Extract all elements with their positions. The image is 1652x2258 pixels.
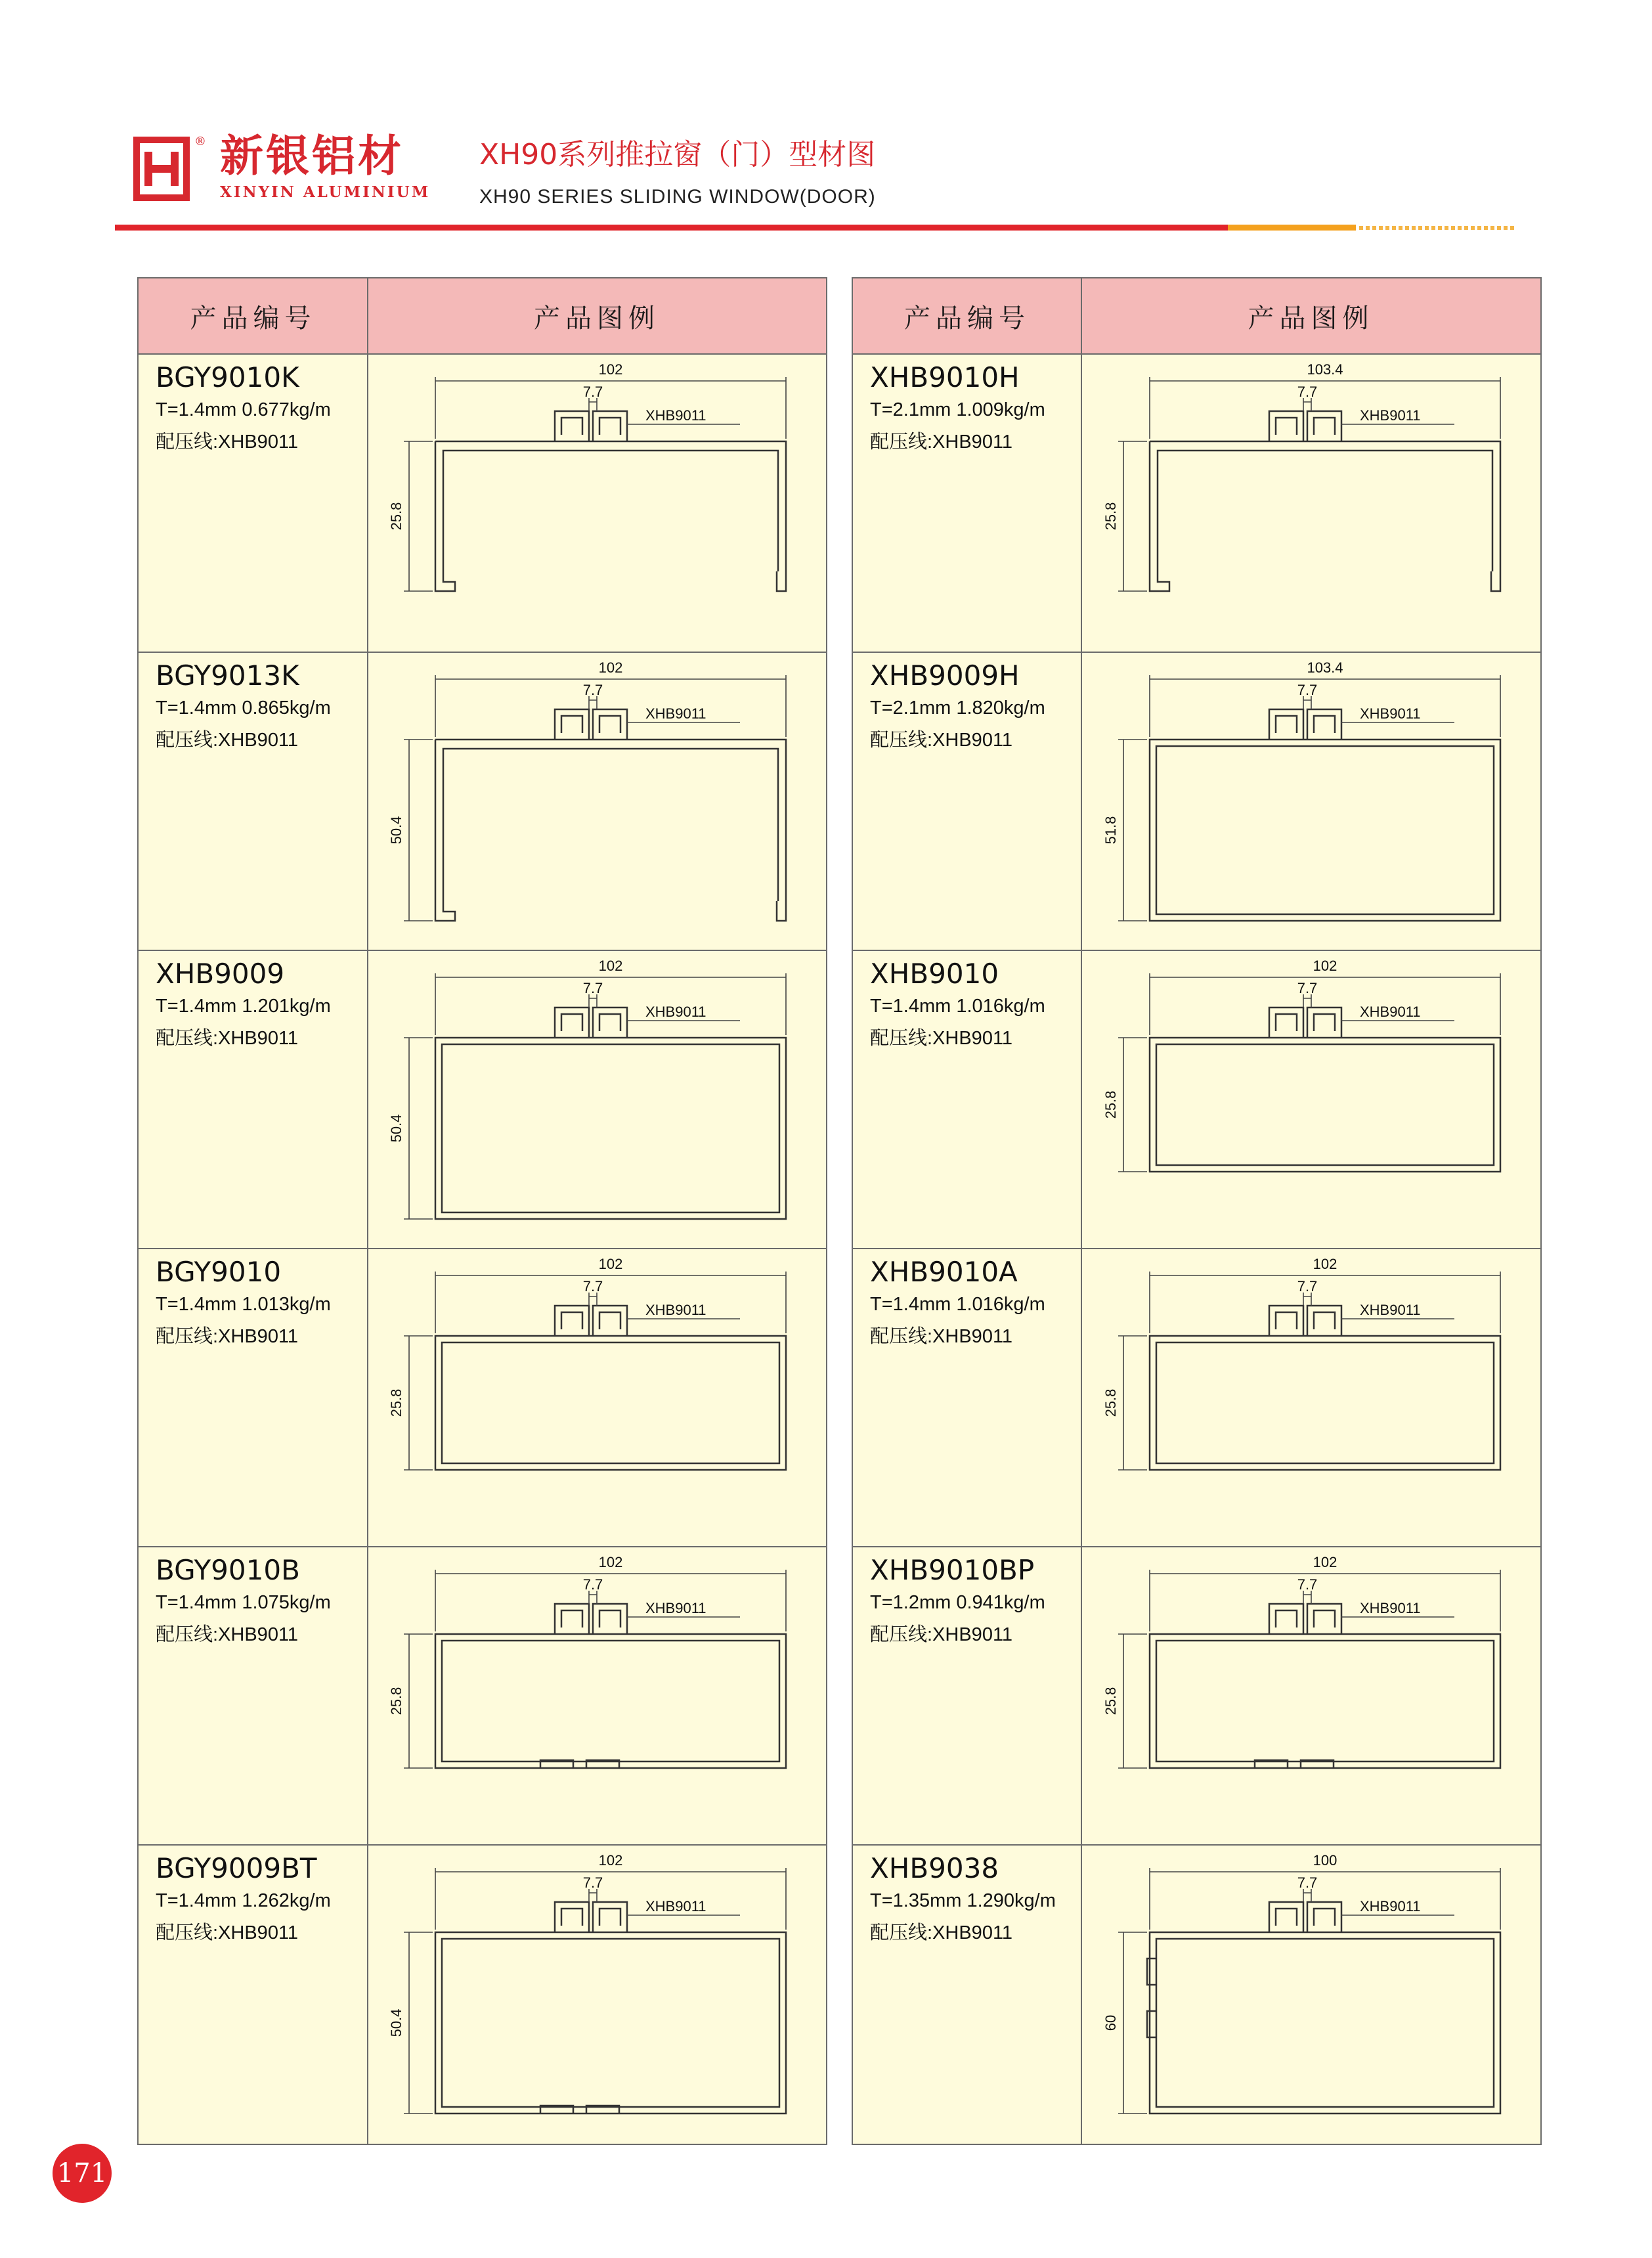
product-code: BGY9009BT xyxy=(156,1852,317,1884)
rail-right xyxy=(1307,1902,1341,1932)
product-row xyxy=(139,1846,367,2144)
width-dimension: 103.4 xyxy=(1307,361,1343,378)
height-dimension: 25.8 xyxy=(1102,1388,1119,1417)
width-dimension: 102 xyxy=(1313,1256,1337,1272)
gap-dimension-line xyxy=(1303,1591,1311,1604)
rail-left xyxy=(1269,1007,1303,1038)
gap-dimension: 7.7 xyxy=(1297,980,1318,996)
pressing-line: 配压线:XHB9011 xyxy=(870,1624,1013,1645)
gap-dimension-line xyxy=(1303,1293,1311,1306)
profile-outline xyxy=(435,1336,786,1470)
rail-right xyxy=(1307,411,1341,441)
rail-right xyxy=(593,411,627,441)
product-row xyxy=(139,355,367,653)
rail-left xyxy=(1269,1604,1303,1634)
side-notch xyxy=(1147,1959,1156,2037)
profile-section xyxy=(1150,709,1500,921)
rail-left xyxy=(555,1007,589,1038)
product-spec: T=1.4mm 1.013kg/m xyxy=(156,1294,331,1315)
rail-left xyxy=(555,709,589,740)
brand-logo xyxy=(130,135,193,203)
gap-dimension: 7.7 xyxy=(582,384,603,400)
gap-dimension-line xyxy=(1303,994,1311,1007)
height-dimension-line xyxy=(1118,1634,1147,1768)
rail-right xyxy=(1307,709,1341,740)
width-dimension-line xyxy=(1150,973,1500,1035)
rail-right xyxy=(593,1902,627,1932)
product-spec: T=1.4mm 1.016kg/m xyxy=(870,1294,1045,1315)
pressing-line-callout: XHB9011 xyxy=(1360,1302,1421,1318)
rail-right xyxy=(593,709,627,740)
profile-outline xyxy=(1150,740,1500,921)
width-dimension: 102 xyxy=(1313,958,1337,974)
width-dimension-line xyxy=(435,1570,786,1631)
height-dimension-line xyxy=(404,1038,433,1219)
height-dimension: 25.8 xyxy=(388,1687,404,1716)
height-dimension-line xyxy=(404,1634,433,1768)
gap-dimension: 7.7 xyxy=(1297,1278,1318,1295)
height-dimension-line xyxy=(404,441,433,591)
height-dimension-line xyxy=(1118,1932,1147,2114)
product-spec: T=1.4mm 1.016kg/m xyxy=(870,996,1045,1017)
header-rule-red xyxy=(115,225,1228,231)
profile-inner-outline xyxy=(1156,1044,1494,1165)
product-spec: T=1.2mm 0.941kg/m xyxy=(870,1592,1045,1613)
gap-dimension: 7.7 xyxy=(1297,682,1318,698)
gap-dimension-line xyxy=(589,1591,597,1604)
profile-section xyxy=(435,1007,786,1219)
product-spec: T=2.1mm 1.009kg/m xyxy=(870,399,1045,420)
width-dimension-line xyxy=(435,973,786,1035)
pressing-line-callout: XHB9011 xyxy=(1360,1898,1421,1915)
width-dimension-line xyxy=(1150,1570,1500,1631)
product-row xyxy=(853,1249,1081,1547)
width-dimension-line xyxy=(1150,377,1500,439)
gap-dimension: 7.7 xyxy=(582,682,603,698)
product-row xyxy=(139,1249,367,1547)
height-dimension: 25.8 xyxy=(1102,1687,1119,1716)
brand-name-cn: 新银铝材 xyxy=(220,131,404,181)
gap-dimension-line xyxy=(589,1293,597,1306)
profile-outline xyxy=(1150,1038,1500,1172)
width-dimension: 102 xyxy=(598,958,623,974)
profile-inner-outline xyxy=(1156,746,1494,914)
profile-section xyxy=(435,1306,786,1470)
width-dimension: 103.4 xyxy=(1307,659,1343,676)
height-dimension-line xyxy=(404,740,433,921)
profile-drawing xyxy=(1084,1846,1537,2144)
height-dimension-line xyxy=(1118,740,1147,921)
gap-dimension-line xyxy=(1303,696,1311,709)
profile-table-right xyxy=(852,277,1542,2145)
profile-outline xyxy=(435,740,786,921)
width-dimension: 100 xyxy=(1313,1852,1337,1869)
gap-dimension: 7.7 xyxy=(1297,1576,1318,1593)
profile-inner-outline xyxy=(1156,1342,1494,1463)
gap-dimension: 7.7 xyxy=(1297,1874,1318,1891)
rail-left xyxy=(555,1306,589,1336)
registered-mark: ® xyxy=(194,135,206,148)
product-code: XHB9010H xyxy=(870,361,1020,393)
height-dimension-line xyxy=(404,1336,433,1470)
profile-section xyxy=(435,1902,786,2114)
gap-dimension-line xyxy=(589,1889,597,1902)
profile-drawing xyxy=(370,1249,823,1547)
pressing-line: 配压线:XHB9011 xyxy=(156,1922,299,1943)
height-dimension: 50.4 xyxy=(388,1114,404,1143)
product-spec: T=1.4mm 1.075kg/m xyxy=(156,1592,331,1613)
brand-name-en: XINYIN ALUMINIUM xyxy=(220,183,431,201)
pressing-line: 配压线:XHB9011 xyxy=(156,432,299,453)
rail-right xyxy=(593,1604,627,1634)
width-dimension: 102 xyxy=(598,1256,623,1272)
rail-left xyxy=(1269,1902,1303,1932)
rail-right xyxy=(593,1306,627,1336)
product-code: BGY9010K xyxy=(156,361,299,393)
profile-inner-outline xyxy=(442,1641,779,1761)
product-row xyxy=(853,355,1081,653)
col-header-code: 产品编号 xyxy=(139,278,368,355)
rail-right xyxy=(1307,1604,1341,1634)
profile-drawing xyxy=(1084,951,1537,1249)
pressing-line: 配压线:XHB9011 xyxy=(870,1028,1013,1049)
profile-drawing xyxy=(370,653,823,951)
product-spec: T=1.4mm 1.262kg/m xyxy=(156,1890,331,1911)
gap-dimension: 7.7 xyxy=(582,1576,603,1593)
height-dimension-line xyxy=(1118,1336,1147,1470)
profile-inner-outline xyxy=(1156,1641,1494,1761)
profile-section xyxy=(435,709,786,921)
product-code: XHB9009 xyxy=(156,958,285,990)
gap-dimension-line xyxy=(1303,398,1311,411)
product-spec: T=1.4mm 1.201kg/m xyxy=(156,996,331,1017)
profile-outline xyxy=(435,441,786,591)
profile-section xyxy=(1150,1604,1500,1768)
product-spec: T=2.1mm 1.820kg/m xyxy=(870,697,1045,719)
width-dimension-line xyxy=(1150,1868,1500,1930)
profile-drawing xyxy=(370,1547,823,1846)
product-row xyxy=(853,1846,1081,2144)
profile-drawing xyxy=(370,355,823,653)
pressing-line: 配压线:XHB9011 xyxy=(870,730,1013,751)
product-row xyxy=(139,951,367,1249)
product-spec: T=1.35mm 1.290kg/m xyxy=(870,1890,1056,1911)
column-divider xyxy=(367,278,368,2144)
gap-dimension-line xyxy=(589,994,597,1007)
profile-section xyxy=(435,1604,786,1768)
profile-outline xyxy=(1150,1336,1500,1470)
height-dimension-line xyxy=(404,1932,433,2114)
pressing-line-callout: XHB9011 xyxy=(1360,407,1421,424)
product-row xyxy=(853,653,1081,951)
height-dimension: 50.4 xyxy=(388,816,404,845)
profile-outline xyxy=(435,1932,786,2114)
product-row xyxy=(139,1547,367,1846)
width-dimension-line xyxy=(435,1272,786,1333)
rail-left xyxy=(555,1902,589,1932)
gap-dimension-line xyxy=(589,398,597,411)
gap-dimension-line xyxy=(1303,1889,1311,1902)
profile-section xyxy=(1150,411,1500,591)
product-row xyxy=(139,653,367,951)
product-code: XHB9010A xyxy=(870,1256,1018,1288)
profile-outline xyxy=(1150,1634,1500,1768)
pressing-line-callout: XHB9011 xyxy=(1360,1004,1421,1020)
width-dimension: 102 xyxy=(598,361,623,378)
pressing-line-callout: XHB9011 xyxy=(645,1600,706,1616)
profile-table-left xyxy=(137,277,827,2145)
width-dimension: 102 xyxy=(598,1852,623,1869)
profile-section xyxy=(1150,1007,1500,1172)
page-title-en: XH90 SERIES SLIDING WINDOW(DOOR) xyxy=(479,186,876,208)
product-code: XHB9038 xyxy=(870,1852,999,1884)
page-number: 171 xyxy=(53,2144,112,2203)
profile-outline xyxy=(435,1038,786,1219)
width-dimension: 102 xyxy=(598,1554,623,1570)
profile-inner-outline xyxy=(442,1939,779,2107)
height-dimension: 25.8 xyxy=(388,502,404,531)
width-dimension-line xyxy=(1150,675,1500,737)
pressing-line-callout: XHB9011 xyxy=(645,1898,706,1915)
rail-right xyxy=(593,1007,627,1038)
height-dimension: 51.8 xyxy=(1102,816,1119,845)
width-dimension-line xyxy=(435,377,786,439)
profile-drawing xyxy=(1084,1547,1537,1846)
rail-right xyxy=(1307,1306,1341,1336)
profile-drawing xyxy=(1084,355,1537,653)
height-dimension: 25.8 xyxy=(1102,1090,1119,1119)
pressing-line-callout: XHB9011 xyxy=(1360,705,1421,722)
profile-inner-outline xyxy=(442,1044,779,1212)
product-spec: T=1.4mm 0.677kg/m xyxy=(156,399,331,420)
pressing-line-callout: XHB9011 xyxy=(645,705,706,722)
pressing-line: 配压线:XHB9011 xyxy=(870,432,1013,453)
product-code: XHB9010 xyxy=(870,958,999,990)
width-dimension-line xyxy=(435,675,786,737)
gap-dimension: 7.7 xyxy=(1297,384,1318,400)
profile-drawing xyxy=(370,1846,823,2144)
product-code: BGY9010B xyxy=(156,1554,300,1586)
height-dimension: 50.4 xyxy=(388,2008,404,2037)
product-code: XHB9009H xyxy=(870,659,1020,692)
profile-section xyxy=(1150,1306,1500,1470)
pressing-line: 配压线:XHB9011 xyxy=(156,1326,299,1347)
profile-section xyxy=(435,411,786,591)
col-header-figure: 产品图例 xyxy=(368,278,826,355)
width-dimension: 102 xyxy=(598,659,623,676)
height-dimension-line xyxy=(1118,1038,1147,1172)
profile-inner-outline xyxy=(442,1342,779,1463)
pressing-line-callout: XHB9011 xyxy=(645,1004,706,1020)
gap-dimension: 7.7 xyxy=(582,1874,603,1891)
profile-outline xyxy=(435,1634,786,1768)
profile-outline xyxy=(1150,441,1500,591)
height-dimension: 25.8 xyxy=(388,1388,404,1417)
pressing-line: 配压线:XHB9011 xyxy=(156,730,299,751)
pressing-line-callout: XHB9011 xyxy=(645,407,706,424)
rail-left xyxy=(1269,411,1303,441)
product-spec: T=1.4mm 0.865kg/m xyxy=(156,697,331,719)
pressing-line: 配压线:XHB9011 xyxy=(156,1624,299,1645)
height-dimension: 60 xyxy=(1102,2014,1119,2031)
rail-left xyxy=(1269,709,1303,740)
rail-left xyxy=(555,1604,589,1634)
width-dimension-line xyxy=(1150,1272,1500,1333)
rail-left xyxy=(1269,1306,1303,1336)
profile-drawing xyxy=(1084,653,1537,951)
pressing-line: 配压线:XHB9011 xyxy=(870,1326,1013,1347)
rail-right xyxy=(1307,1007,1341,1038)
product-row xyxy=(853,951,1081,1249)
width-dimension-line xyxy=(435,1868,786,1930)
page-title-cn: XH90系列推拉窗（门）型材图 xyxy=(479,138,876,171)
rail-left xyxy=(555,411,589,441)
pressing-line: 配压线:XHB9011 xyxy=(156,1028,299,1049)
profile-drawing xyxy=(370,951,823,1249)
col-header-figure: 产品图例 xyxy=(1081,278,1540,355)
gap-dimension-line xyxy=(589,696,597,709)
profile-outline xyxy=(1150,1932,1500,2114)
product-code: BGY9010 xyxy=(156,1256,282,1288)
height-dimension: 25.8 xyxy=(1102,502,1119,531)
pressing-line-callout: XHB9011 xyxy=(645,1302,706,1318)
header-rule-dashes xyxy=(1359,226,1517,230)
profile-inner-outline xyxy=(1156,1939,1494,2107)
gap-dimension: 7.7 xyxy=(582,980,603,996)
product-code: BGY9013K xyxy=(156,659,299,692)
product-code: XHB9010BP xyxy=(870,1554,1035,1586)
profile-section xyxy=(1147,1902,1500,2114)
product-row xyxy=(853,1547,1081,1846)
width-dimension: 102 xyxy=(1313,1554,1337,1570)
profile-drawing xyxy=(1084,1249,1537,1547)
pressing-line: 配压线:XHB9011 xyxy=(870,1922,1013,1943)
height-dimension-line xyxy=(1118,441,1147,591)
col-header-code: 产品编号 xyxy=(853,278,1081,355)
pressing-line-callout: XHB9011 xyxy=(1360,1600,1421,1616)
gap-dimension: 7.7 xyxy=(582,1278,603,1295)
header-rule-orange xyxy=(1228,225,1356,231)
